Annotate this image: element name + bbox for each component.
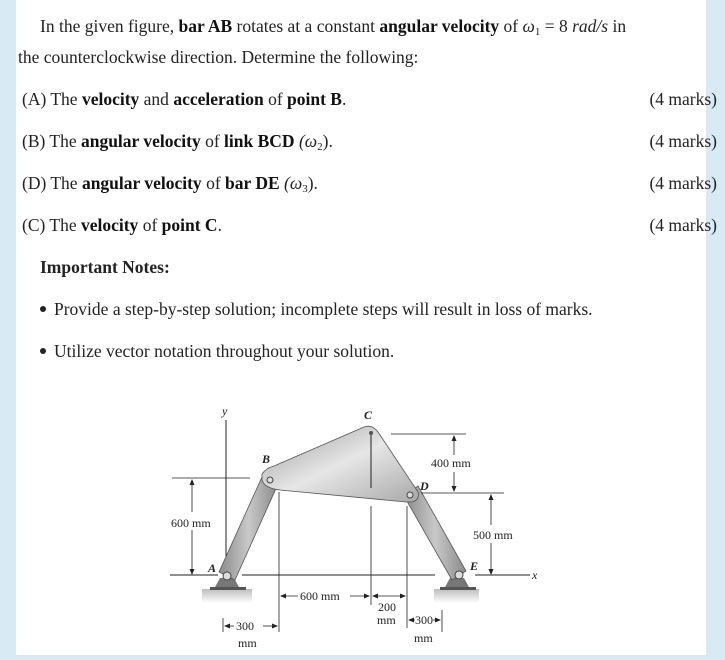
question-a-marks: (4 marks) <box>649 89 717 109</box>
dim-500: 500 mm <box>473 528 513 542</box>
arrow-icon <box>364 594 370 599</box>
question-text: ). <box>322 131 333 151</box>
note-text: Utilize vector notation throughout your solution. <box>54 341 395 361</box>
arrow-icon <box>400 594 406 599</box>
question-label: (B) The <box>22 131 81 151</box>
intro-text: rotates at a constant <box>232 16 380 36</box>
link-bcd <box>262 426 418 502</box>
intro-line-2: the counterclockwise direction. Determine the following: <box>18 47 419 67</box>
bar-ab <box>219 477 278 580</box>
dim-300-right-value: 300 <box>415 613 433 627</box>
question-d <box>22 173 318 199</box>
arrow-icon <box>408 618 414 623</box>
note-item <box>40 341 394 361</box>
arrow-icon <box>435 618 441 623</box>
question-text: of <box>201 173 226 193</box>
question-a <box>22 89 346 109</box>
dim-300-left-unit: mm <box>238 636 257 650</box>
question-bold: acceleration <box>173 89 264 109</box>
note-item <box>40 299 593 319</box>
omega-2-symbol: (ω <box>294 131 318 151</box>
support-e-base <box>440 587 476 590</box>
pin-a <box>223 572 231 580</box>
question-c <box>22 215 222 235</box>
question-bold: point C <box>161 215 218 235</box>
arrow-icon <box>190 479 195 485</box>
arrow-icon <box>190 569 195 575</box>
dim-200-unit: mm <box>377 613 396 627</box>
intro-text: of <box>499 16 523 36</box>
arrow-icon <box>224 624 230 629</box>
point-a-label: A <box>208 561 217 575</box>
dim-200-value: 200 <box>378 600 396 614</box>
question-text: of <box>138 215 162 235</box>
question-b <box>22 131 333 157</box>
x-axis-label: x <box>532 568 538 582</box>
dim-600-horizontal: 600 mm <box>300 589 340 603</box>
intro-line-1 <box>40 16 626 42</box>
question-c-marks: (4 marks) <box>649 215 717 235</box>
question-bold: link BCD <box>224 131 295 151</box>
intro-bold-bar-ab: bar AB <box>178 16 233 36</box>
question-text: and <box>139 89 174 109</box>
question-b-marks: (4 marks) <box>649 131 717 151</box>
question-bold: angular velocity <box>81 173 202 193</box>
arrow-icon <box>489 494 494 500</box>
arrow-icon <box>452 486 457 492</box>
note-text: Provide a step-by-step solution; incomplete steps will result in loss of marks. <box>54 299 593 319</box>
pin-e <box>455 571 463 579</box>
dim-600-vertical: 600 mm <box>171 516 211 530</box>
omega-1-symbol <box>522 16 540 36</box>
linkage-figure <box>150 400 570 655</box>
question-d-marks: (4 marks) <box>649 173 717 193</box>
arrow-icon <box>489 569 494 575</box>
intro-text: In the given figure, <box>40 16 179 36</box>
pin-b <box>267 477 273 483</box>
question-bold: velocity <box>81 89 140 109</box>
arrow-icon <box>272 624 278 629</box>
support-a-base <box>210 587 246 590</box>
dim-400: 400 mm <box>431 456 471 470</box>
y-axis-label: y <box>222 404 228 418</box>
ground-e <box>434 589 479 603</box>
question-bold: point B <box>287 89 342 109</box>
omega-glyph: ω <box>522 16 535 36</box>
question-text: of <box>200 131 225 151</box>
omega-3-symbol: (ω <box>279 173 303 193</box>
question-text: of <box>263 89 288 109</box>
pin-d <box>407 492 413 498</box>
dim-300-left-value: 300 <box>236 619 254 633</box>
intro-bold-angular-velocity: angular velocity <box>379 16 500 36</box>
bullet-icon <box>40 348 46 354</box>
question-bold: bar DE <box>225 173 280 193</box>
arrow-icon <box>280 594 286 599</box>
point-d-label: D <box>420 479 429 493</box>
question-label: (D) The <box>22 173 82 193</box>
question-text: . <box>217 215 222 235</box>
omega-subscript: 3 <box>302 183 308 195</box>
point-b-label: B <box>262 452 271 466</box>
point-e-label: E <box>470 559 479 573</box>
pin-c <box>369 431 373 435</box>
omega-subscript: 2 <box>317 141 323 153</box>
question-bold: angular velocity <box>80 131 201 151</box>
question-label: (C) The <box>22 215 81 235</box>
intro-text: in <box>608 16 627 36</box>
question-bold: velocity <box>80 215 139 235</box>
bullet-icon <box>40 306 46 312</box>
question-label: (A) The <box>22 89 82 109</box>
omega-unit: rad/s <box>572 16 609 36</box>
ground-a <box>202 589 252 603</box>
arrow-icon <box>452 435 457 441</box>
omega-subscript: 1 <box>534 26 541 38</box>
point-c-label: C <box>364 408 373 422</box>
question-text: ). <box>307 173 318 193</box>
dim-300-right-unit: mm <box>414 631 433 645</box>
omega-value: = 8 <box>540 16 573 36</box>
arrow-icon <box>372 594 378 599</box>
question-text: . <box>341 89 347 109</box>
notes-heading: Important Notes: <box>40 257 170 277</box>
